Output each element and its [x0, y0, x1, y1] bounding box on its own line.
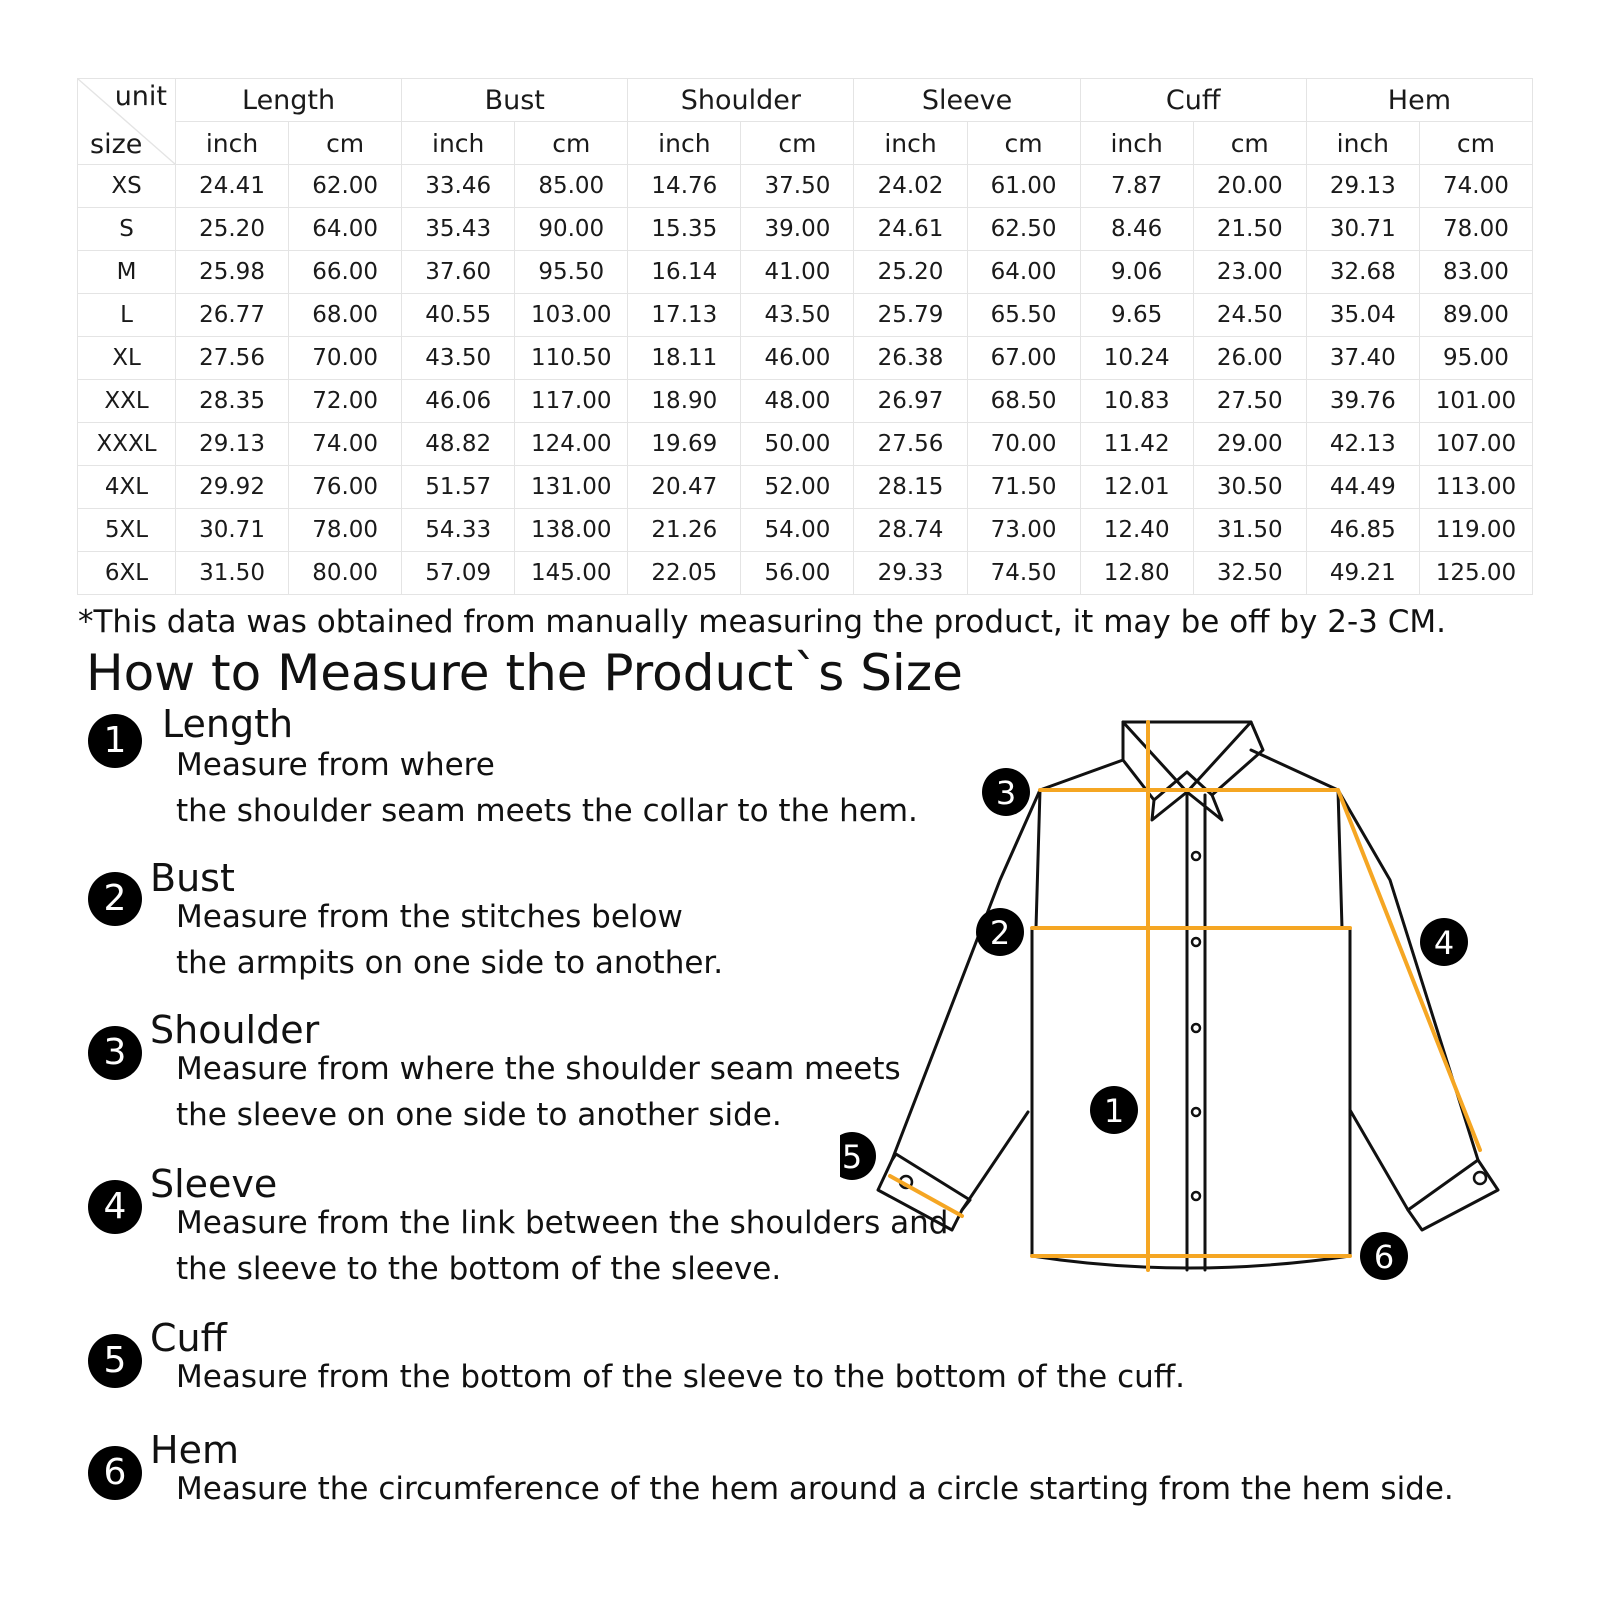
table-cell: 64.00: [967, 251, 1080, 294]
table-cell: 18.11: [628, 337, 741, 380]
table-cell: 14.76: [628, 165, 741, 208]
table-cell: 68.00: [289, 294, 402, 337]
table-cell: 29.13: [176, 423, 289, 466]
table-cell: 31.50: [176, 552, 289, 595]
unit-cm: cm: [289, 122, 402, 165]
table-cell: 27.50: [1193, 380, 1306, 423]
table-cell: 24.02: [854, 165, 967, 208]
unit-inch: inch: [1080, 122, 1193, 165]
svg-text:5: 5: [841, 1138, 863, 1176]
table-cell: 10.24: [1080, 337, 1193, 380]
table-cell: 29.92: [176, 466, 289, 509]
table-cell: 30.71: [1306, 208, 1419, 251]
table-cell: 110.50: [515, 337, 628, 380]
diagram-marker-5-icon: [840, 1132, 876, 1180]
marker-5-icon: 5: [88, 1334, 142, 1388]
size-label-cell: S: [78, 208, 176, 251]
table-cell: 44.49: [1306, 466, 1419, 509]
guide-desc-cuff-1: Measure from the bottom of the sleeve to the bottom of the cuff.: [176, 1359, 1185, 1395]
table-cell: 25.79: [854, 294, 967, 337]
table-cell: 20.47: [628, 466, 741, 509]
table-row: [78, 337, 1533, 380]
table-cell: 25.98: [176, 251, 289, 294]
guide-desc-length-1: Measure from where: [176, 747, 495, 783]
table-cell: 7.87: [1080, 165, 1193, 208]
table-cell: 145.00: [515, 552, 628, 595]
table-cell: 54.33: [402, 509, 515, 552]
table-cell: 62.50: [967, 208, 1080, 251]
svg-text:4: 4: [1433, 924, 1455, 962]
table-cell: 54.00: [741, 509, 854, 552]
table-cell: 10.83: [1080, 380, 1193, 423]
size-label-cell: 6XL: [78, 552, 176, 595]
table-cell: 85.00: [515, 165, 628, 208]
table-cell: 95.00: [1419, 337, 1532, 380]
table-cell: 32.68: [1306, 251, 1419, 294]
table-cell: 119.00: [1419, 509, 1532, 552]
sleeve-line: [1338, 790, 1480, 1150]
table-cell: 95.50: [515, 251, 628, 294]
table-body: [78, 165, 1533, 595]
unit-cm: cm: [515, 122, 628, 165]
marker-2-icon: 2: [88, 872, 142, 926]
table-row: [78, 552, 1533, 595]
table-cell: 72.00: [289, 380, 402, 423]
table-cell: 65.50: [967, 294, 1080, 337]
table-cell: 46.85: [1306, 509, 1419, 552]
diagram-marker-2-icon: [976, 908, 1024, 956]
cuff-line: [890, 1176, 962, 1216]
table-cell: 42.13: [1306, 423, 1419, 466]
corner-unit-label: unit: [114, 81, 167, 112]
table-cell: 28.74: [854, 509, 967, 552]
table-cell: 32.50: [1193, 552, 1306, 595]
table-cell: 18.90: [628, 380, 741, 423]
diagram-marker-6-icon: [1360, 1232, 1408, 1280]
table-cell: 19.69: [628, 423, 741, 466]
table-cell: 17.13: [628, 294, 741, 337]
guide-title-cuff: Cuff: [150, 1316, 227, 1360]
unit-cm: cm: [1419, 122, 1532, 165]
guide-title-hem: Hem: [150, 1428, 239, 1472]
size-label-cell: M: [78, 251, 176, 294]
table-cell: 73.00: [967, 509, 1080, 552]
table-cell: 33.46: [402, 165, 515, 208]
table-cell: 138.00: [515, 509, 628, 552]
table-cell: 28.15: [854, 466, 967, 509]
svg-text:2: 2: [989, 914, 1011, 952]
header-shoulder: Shoulder: [628, 79, 854, 122]
table-cell: 30.50: [1193, 466, 1306, 509]
table-cell: 25.20: [854, 251, 967, 294]
size-label-cell: L: [78, 294, 176, 337]
table-cell: 26.38: [854, 337, 967, 380]
marker-3-icon: 3: [88, 1026, 142, 1080]
table-cell: 28.35: [176, 380, 289, 423]
table-cell: 56.00: [741, 552, 854, 595]
header-sleeve: Sleeve: [854, 79, 1080, 122]
table-cell: 31.50: [1193, 509, 1306, 552]
table-cell: 15.35: [628, 208, 741, 251]
table-cell: 74.00: [289, 423, 402, 466]
table-cell: 125.00: [1419, 552, 1532, 595]
table-cell: 37.60: [402, 251, 515, 294]
table-cell: 26.97: [854, 380, 967, 423]
table-cell: 35.43: [402, 208, 515, 251]
guide-desc-length-2: the shoulder seam meets the collar to the hem.: [176, 793, 918, 829]
table-cell: 62.00: [289, 165, 402, 208]
table-cell: 90.00: [515, 208, 628, 251]
table-cell: 61.00: [967, 165, 1080, 208]
table-cell: 74.50: [967, 552, 1080, 595]
guide-desc-sleeve-2: the sleeve to the bottom of the sleeve.: [176, 1251, 782, 1287]
table-cell: 107.00: [1419, 423, 1532, 466]
table-cell: 37.40: [1306, 337, 1419, 380]
unit-cm: cm: [967, 122, 1080, 165]
table-cell: 35.04: [1306, 294, 1419, 337]
table-cell: 27.56: [854, 423, 967, 466]
marker-6-icon: 6: [88, 1446, 142, 1500]
guide-desc-shoulder-2: the sleeve on one side to another side.: [176, 1097, 782, 1133]
table-row: [78, 251, 1533, 294]
table-cell: 80.00: [289, 552, 402, 595]
table-cell: 101.00: [1419, 380, 1532, 423]
table-cell: 29.13: [1306, 165, 1419, 208]
table-row: [78, 509, 1533, 552]
header-bust: Bust: [402, 79, 628, 122]
table-cell: 78.00: [1419, 208, 1532, 251]
diagram-marker-3-icon: [982, 768, 1030, 816]
header-hem: Hem: [1306, 79, 1532, 122]
table-cell: 113.00: [1419, 466, 1532, 509]
table-header-groups: [78, 79, 1533, 122]
table-cell: 41.00: [741, 251, 854, 294]
table-cell: 24.61: [854, 208, 967, 251]
table-cell: 29.00: [1193, 423, 1306, 466]
table-cell: 8.46: [1080, 208, 1193, 251]
table-header-units: [78, 122, 1533, 165]
table-cell: 48.82: [402, 423, 515, 466]
table-cell: 12.80: [1080, 552, 1193, 595]
guide-title-bust: Bust: [150, 856, 235, 900]
guide-desc-bust-1: Measure from the stitches below: [176, 899, 683, 935]
guide-title: How to Measure the Product`s Size: [86, 644, 963, 702]
guide-title-shoulder: Shoulder: [150, 1008, 320, 1052]
table-cell: 70.00: [967, 423, 1080, 466]
shirt-outline: [878, 722, 1498, 1270]
table-row: [78, 294, 1533, 337]
size-label-cell: XXXL: [78, 423, 176, 466]
table-cell: 50.00: [741, 423, 854, 466]
guide-title-sleeve: Sleeve: [150, 1162, 278, 1206]
svg-text:1: 1: [1103, 1092, 1125, 1130]
table-cell: 26.00: [1193, 337, 1306, 380]
diagram-markers: [840, 768, 1468, 1280]
table-cell: 67.00: [967, 337, 1080, 380]
table-cell: 131.00: [515, 466, 628, 509]
unit-inch: inch: [402, 122, 515, 165]
table-cell: 24.41: [176, 165, 289, 208]
header-cuff: Cuff: [1080, 79, 1306, 122]
table-cell: 23.00: [1193, 251, 1306, 294]
table-cell: 21.50: [1193, 208, 1306, 251]
guide-desc-shoulder-1: Measure from where the shoulder seam meets: [176, 1051, 901, 1087]
table-cell: 20.00: [1193, 165, 1306, 208]
size-label-cell: XXL: [78, 380, 176, 423]
table-cell: 9.65: [1080, 294, 1193, 337]
unit-inch: inch: [176, 122, 289, 165]
guide-title-length: Length: [162, 702, 294, 746]
table-cell: 39.00: [741, 208, 854, 251]
table-row: [78, 380, 1533, 423]
marker-1-icon: 1: [88, 714, 142, 768]
table-row: [78, 466, 1533, 509]
table-cell: 9.06: [1080, 251, 1193, 294]
table-cell: 43.50: [741, 294, 854, 337]
table-cell: 51.57: [402, 466, 515, 509]
shirt-measurement-diagram: [840, 695, 1500, 1285]
guide-desc-sleeve-1: Measure from the link between the shoulders and: [176, 1205, 949, 1241]
table-cell: 70.00: [289, 337, 402, 380]
unit-inch: inch: [628, 122, 741, 165]
table-cell: 27.56: [176, 337, 289, 380]
table-cell: 52.00: [741, 466, 854, 509]
table-cell: 103.00: [515, 294, 628, 337]
guide-desc-hem-1: Measure the circumference of the hem around a circle starting from the hem side.: [176, 1471, 1454, 1507]
table-cell: 78.00: [289, 509, 402, 552]
table-cell: 21.26: [628, 509, 741, 552]
table-cell: 66.00: [289, 251, 402, 294]
table-cell: 89.00: [1419, 294, 1532, 337]
table-cell: 24.50: [1193, 294, 1306, 337]
diagram-marker-1-icon: [1090, 1086, 1138, 1134]
table-cell: 68.50: [967, 380, 1080, 423]
table-cell: 12.01: [1080, 466, 1193, 509]
size-label-cell: XS: [78, 165, 176, 208]
table-cell: 71.50: [967, 466, 1080, 509]
table-cell: 57.09: [402, 552, 515, 595]
table-cell: 124.00: [515, 423, 628, 466]
unit-cm: cm: [1193, 122, 1306, 165]
table-cell: 25.20: [176, 208, 289, 251]
table-corner-cell: [78, 79, 176, 165]
header-length: Length: [176, 79, 402, 122]
unit-cm: cm: [741, 122, 854, 165]
table-cell: 30.71: [176, 509, 289, 552]
table-cell: 83.00: [1419, 251, 1532, 294]
table-cell: 37.50: [741, 165, 854, 208]
table-cell: 48.00: [741, 380, 854, 423]
table-cell: 11.42: [1080, 423, 1193, 466]
table-row: [78, 165, 1533, 208]
size-label-cell: XL: [78, 337, 176, 380]
svg-text:3: 3: [995, 774, 1017, 812]
table-cell: 26.77: [176, 294, 289, 337]
size-label-cell: 5XL: [78, 509, 176, 552]
marker-4-icon: 4: [88, 1180, 142, 1234]
svg-text:6: 6: [1373, 1238, 1395, 1276]
size-label-cell: 4XL: [78, 466, 176, 509]
table-cell: 39.76: [1306, 380, 1419, 423]
measurement-note: *This data was obtained from manually measuring the product, it may be off by 2-3 CM.: [78, 604, 1446, 640]
unit-inch: inch: [854, 122, 967, 165]
table-cell: 64.00: [289, 208, 402, 251]
table-cell: 46.06: [402, 380, 515, 423]
table-cell: 40.55: [402, 294, 515, 337]
size-chart-table: [77, 78, 1533, 595]
guide-desc-bust-2: the armpits on one side to another.: [176, 945, 724, 981]
table-cell: 76.00: [289, 466, 402, 509]
table-cell: 49.21: [1306, 552, 1419, 595]
table-row: [78, 423, 1533, 466]
table-cell: 74.00: [1419, 165, 1532, 208]
unit-inch: inch: [1306, 122, 1419, 165]
table-cell: 12.40: [1080, 509, 1193, 552]
table-cell: 29.33: [854, 552, 967, 595]
diagram-marker-4-icon: [1420, 918, 1468, 966]
table-cell: 46.00: [741, 337, 854, 380]
table-cell: 16.14: [628, 251, 741, 294]
corner-size-label: size: [90, 129, 143, 160]
table-cell: 22.05: [628, 552, 741, 595]
table-row: [78, 208, 1533, 251]
table-cell: 43.50: [402, 337, 515, 380]
table-cell: 117.00: [515, 380, 628, 423]
